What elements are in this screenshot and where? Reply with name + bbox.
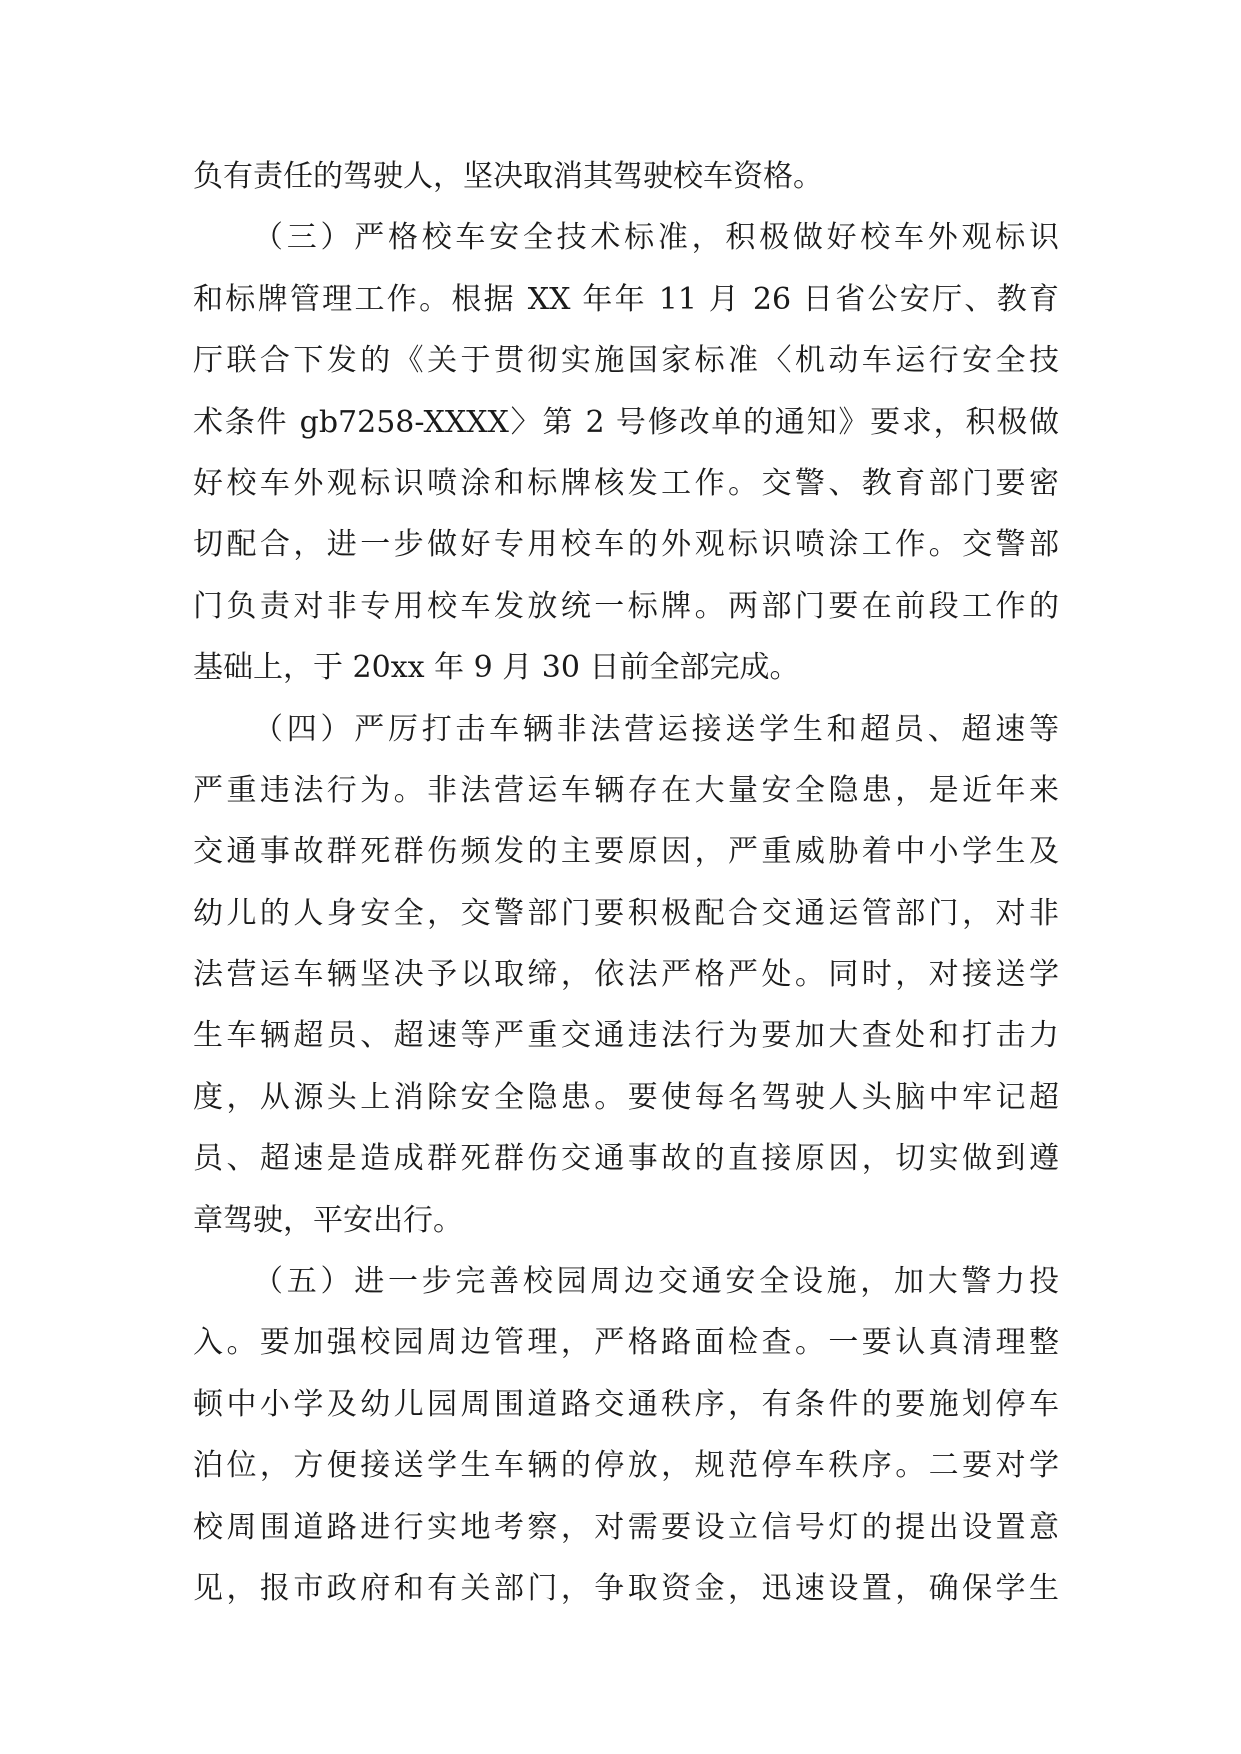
text-line: 校周围道路进行实地考察，对需要设立信号灯的提出设置意 xyxy=(193,1509,1059,1545)
text-line: 基础上，于 20xx 年 9 月 30 日前全部完成。 xyxy=(193,650,800,686)
text-line: 章驾驶，平安出行。 xyxy=(193,1202,463,1238)
text-line: 员、超速是造成群死群伤交通事故的直接原因，切实做到遵 xyxy=(193,1141,1059,1177)
text-line: 交通事故群死群伤频发的主要原因，严重威胁着中小学生及 xyxy=(193,834,1059,870)
text-line: 泊位，方便接送学生车辆的停放，规范停车秩序。二要对学 xyxy=(193,1448,1059,1484)
paragraph-heading-3: （三）严格校车安全技术标准，积极做好校车外观标识 xyxy=(253,220,1059,256)
text-line: 和标牌管理工作。根据 XX 年年 11 月 26 日省公安厅、教育 xyxy=(193,281,1059,317)
paragraph-heading-5: （五）进一步完善校园周边交通安全设施，加大警力投 xyxy=(253,1264,1059,1300)
body-text xyxy=(193,146,1059,1619)
text-line: 切配合，进一步做好专用校车的外观标识喷涂工作。交警部 xyxy=(193,527,1059,563)
text-line: 度，从源头上消除安全隐患。要使每名驾驶人头脑中牢记超 xyxy=(193,1079,1059,1115)
text-line: 见，报市政府和有关部门，争取资金，迅速设置，确保学生 xyxy=(193,1570,1059,1606)
text-line: 生车辆超员、超速等严重交通违法行为要加大查处和打击力 xyxy=(193,1018,1059,1054)
text-line: 幼儿的人身安全，交警部门要积极配合交通运管部门，对非 xyxy=(193,895,1059,931)
text-line: 好校车外观标识喷涂和标牌核发工作。交警、教育部门要密 xyxy=(193,465,1059,501)
text-line: 严重违法行为。非法营运车辆存在大量安全隐患，是近年来 xyxy=(193,772,1059,808)
text-line: 负有责任的驾驶人，坚决取消其驾驶校车资格。 xyxy=(193,159,823,194)
text-line: 厅联合下发的《关于贯彻实施国家标准〈机动车运行安全技 xyxy=(193,343,1059,379)
text-line: 入。要加强校园周边管理，严格路面检查。一要认真清理整 xyxy=(193,1325,1059,1361)
paragraph-heading-4: （四）严厉打击车辆非法营运接送学生和超员、超速等 xyxy=(253,711,1059,747)
text-line: 门负责对非专用校车发放统一标牌。两部门要在前段工作的 xyxy=(193,588,1059,624)
text-line: 术条件 gb7258-XXXX〉第 2 号修改单的通知》要求，积极做 xyxy=(193,404,1059,440)
text-line: 顿中小学及幼儿园周围道路交通秩序，有条件的要施划停车 xyxy=(193,1386,1059,1422)
text-line: 法营运车辆坚决予以取缔，依法严格严处。同时，对接送学 xyxy=(193,957,1059,993)
